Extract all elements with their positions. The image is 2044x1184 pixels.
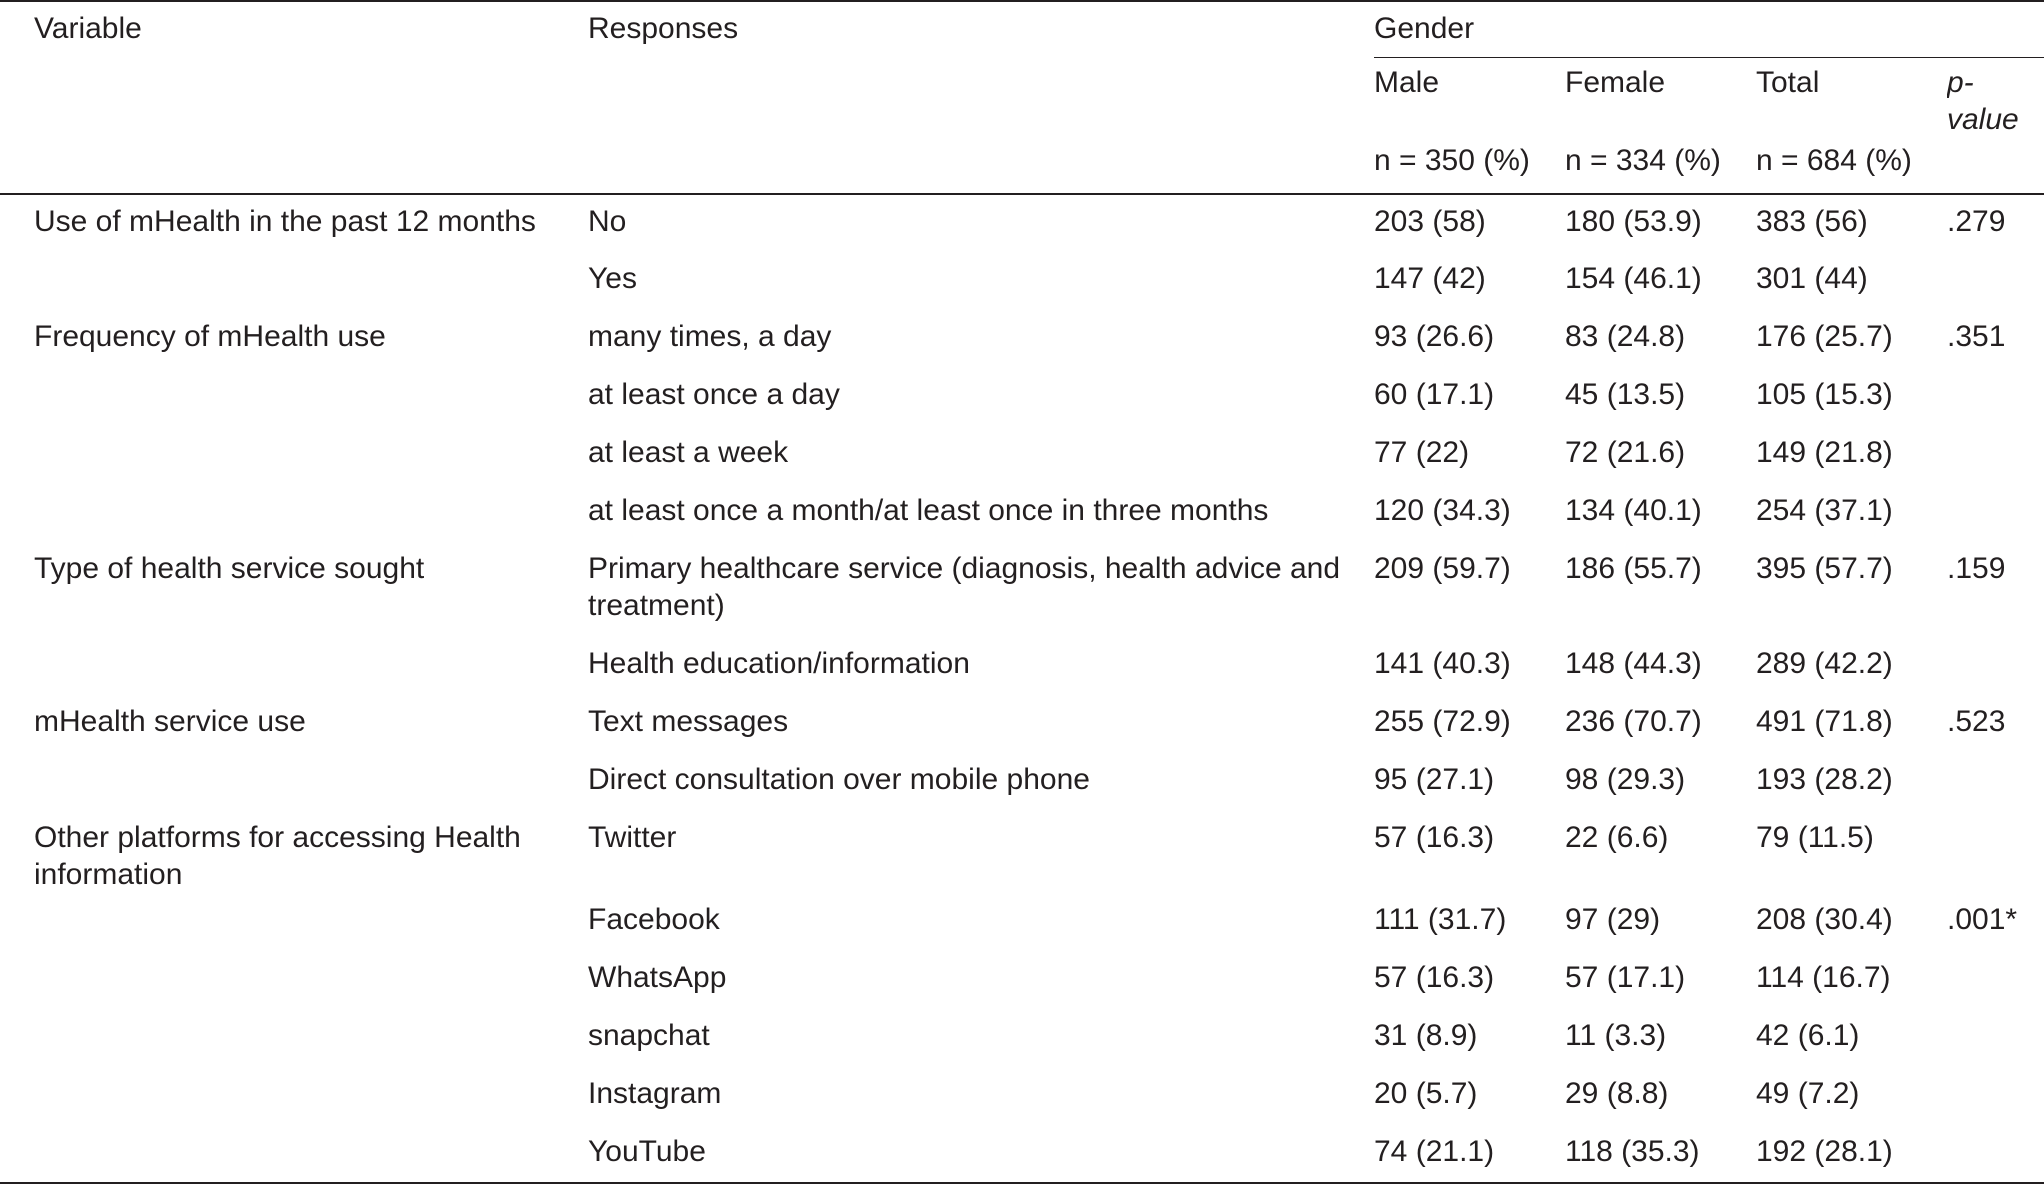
- cell-total: 193 (28.2): [1756, 763, 1893, 796]
- header-total: Total: [1756, 66, 1820, 99]
- cell-pvalue: .159: [1947, 552, 2006, 585]
- cell-pvalue: [1947, 426, 2044, 484]
- cell-pvalue: .279: [1947, 205, 2006, 238]
- cell-total: 383 (56): [1756, 205, 1868, 238]
- cell-variable: [0, 252, 588, 310]
- cell-male: 147 (42): [1374, 262, 1486, 295]
- cell-response: YouTube: [588, 1125, 1374, 1183]
- header-female: Female: [1565, 66, 1666, 99]
- cell-pvalue: [1947, 1009, 2044, 1067]
- cell-male: 203 (58): [1374, 205, 1486, 238]
- cell-male: 111 (31.7): [1374, 903, 1507, 936]
- cell-variable: [0, 1125, 588, 1183]
- cell-variable: [0, 637, 588, 695]
- cell-total: 254 (37.1): [1756, 494, 1893, 527]
- cell-response: at least once a day: [588, 378, 840, 411]
- cell-pvalue: [1947, 753, 2044, 811]
- cell-female: 97 (29): [1565, 903, 1661, 936]
- cell-total: 79 (11.5): [1756, 821, 1874, 854]
- cell-variable: [0, 753, 588, 811]
- table-row: [0, 811, 2044, 893]
- cell-male: 209 (59.7): [1374, 552, 1511, 585]
- cell-response: Direct consultation over mobile phone: [588, 763, 1090, 796]
- cell-variable: Other platforms for accessing Health information: [34, 821, 521, 891]
- table-row: [0, 484, 2044, 542]
- cell-total: 289 (42.2): [1756, 647, 1893, 680]
- cell-response: Health education/information: [588, 647, 970, 680]
- cell-variable: [0, 1009, 588, 1067]
- cell-male: 74 (21.1): [1374, 1125, 1565, 1183]
- header-responses: Responses: [588, 1, 1374, 58]
- cell-variable: [0, 426, 588, 484]
- cell-pvalue: .001*: [1947, 903, 2018, 936]
- cell-response: snapchat: [588, 1019, 710, 1052]
- cell-pvalue: [1947, 951, 2044, 1009]
- cell-male: 120 (34.3): [1374, 494, 1511, 527]
- header-row-1: [0, 1, 2044, 58]
- cell-pvalue: [1947, 1125, 2044, 1183]
- cell-female: 236 (70.7): [1565, 705, 1702, 738]
- cell-female: 72 (21.6): [1565, 436, 1686, 469]
- table-row: [0, 542, 2044, 637]
- cell-male: 57 (16.3): [1374, 821, 1495, 854]
- cell-pvalue: .351: [1947, 320, 2006, 353]
- cell-pvalue: [1947, 252, 2044, 310]
- cell-total: 42 (6.1): [1756, 1019, 1860, 1052]
- table-row: [0, 1009, 2044, 1067]
- table-row: [0, 1067, 2044, 1125]
- cell-total: 49 (7.2): [1756, 1077, 1860, 1110]
- cell-female: 118 (35.3): [1565, 1125, 1756, 1183]
- table-row: [0, 426, 2044, 484]
- cell-female: 22 (6.6): [1565, 821, 1669, 854]
- cell-pvalue: [1947, 484, 2044, 542]
- cell-total: 491 (71.8): [1756, 705, 1893, 738]
- table-row: [0, 637, 2044, 695]
- cell-variable: mHealth service use: [34, 705, 306, 738]
- header-row-3: [0, 138, 2044, 194]
- cell-variable: Type of health service sought: [34, 552, 425, 585]
- cell-total: 301 (44): [1756, 262, 1868, 295]
- header-n-female: n = 334 (%): [1565, 138, 1756, 194]
- cell-male: 60 (17.1): [1374, 378, 1495, 411]
- cell-pvalue: [1947, 368, 2044, 426]
- cell-male: 31 (8.9): [1374, 1019, 1478, 1052]
- cell-variable: Frequency of mHealth use: [34, 320, 386, 353]
- cell-male: 141 (40.3): [1374, 647, 1511, 680]
- cell-total: 208 (30.4): [1756, 903, 1893, 936]
- cell-variable: [0, 484, 588, 542]
- cell-female: 154 (46.1): [1565, 262, 1702, 295]
- cell-female: 83 (24.8): [1565, 320, 1686, 353]
- table-row: [0, 252, 2044, 310]
- cell-variable: [0, 1067, 588, 1125]
- cell-variable: [0, 368, 588, 426]
- cell-response: Primary healthcare service (diagnosis, health advice and treatment): [588, 552, 1341, 622]
- cell-female: 134 (40.1): [1565, 494, 1702, 527]
- table-row: [0, 1125, 2044, 1183]
- cell-female: 57 (17.1): [1565, 961, 1686, 994]
- cell-response: at least a week: [588, 436, 789, 469]
- cell-pvalue: [1947, 637, 2044, 695]
- header-n-total: n = 684 (%): [1756, 138, 1947, 194]
- cell-female: 11 (3.3): [1565, 1019, 1667, 1052]
- cell-female: 180 (53.9): [1565, 205, 1702, 238]
- header-row-2: [0, 58, 2044, 139]
- table-row: [0, 310, 2044, 368]
- cell-total: 176 (25.7): [1756, 320, 1893, 353]
- cell-total: 114 (16.7): [1756, 961, 1891, 994]
- cell-response: WhatsApp: [588, 961, 727, 994]
- cell-response: Yes: [588, 262, 637, 295]
- table-body: [0, 194, 2044, 1183]
- cell-variable: [0, 893, 588, 951]
- table-row: [0, 951, 2044, 1009]
- cell-male: 95 (27.1): [1374, 763, 1495, 796]
- cell-response: No: [588, 205, 627, 238]
- cell-female: 186 (55.7): [1565, 552, 1702, 585]
- header-pvalue: p-value: [1947, 66, 2019, 136]
- table-row: [0, 368, 2044, 426]
- cell-total: 105 (15.3): [1756, 378, 1893, 411]
- table-row: [0, 194, 2044, 252]
- cell-male: 93 (26.6): [1374, 320, 1495, 353]
- cell-pvalue: .523: [1947, 705, 2006, 738]
- cell-total: 395 (57.7): [1756, 552, 1893, 585]
- cell-response: at least once a month/at least once in three months: [588, 494, 1269, 527]
- cell-female: 29 (8.8): [1565, 1077, 1669, 1110]
- table-row: [0, 753, 2044, 811]
- table-row: [0, 695, 2044, 753]
- cell-total: 192 (28.1): [1756, 1125, 1947, 1183]
- cell-total: 149 (21.8): [1756, 436, 1893, 469]
- cell-variable: Use of mHealth in the past 12 months: [34, 205, 536, 238]
- header-variable: Variable: [0, 1, 588, 58]
- cell-male: 20 (5.7): [1374, 1077, 1478, 1110]
- cell-variable: [0, 951, 588, 1009]
- cell-response: many times, a day: [588, 320, 832, 353]
- header-n-male: n = 350 (%): [1374, 138, 1565, 194]
- cell-response: Text messages: [588, 705, 789, 738]
- cell-male: 57 (16.3): [1374, 961, 1495, 994]
- cell-female: 98 (29.3): [1565, 763, 1686, 796]
- cell-female: 45 (13.5): [1565, 378, 1686, 411]
- cell-response: Facebook: [588, 903, 720, 936]
- header-male: Male: [1374, 66, 1440, 99]
- header-gender: Gender: [1374, 1, 2044, 58]
- cell-male: 255 (72.9): [1374, 705, 1511, 738]
- table-row: [0, 893, 2044, 951]
- cell-response: Twitter: [588, 821, 677, 854]
- cell-response: Instagram: [588, 1077, 722, 1110]
- cell-pvalue: [1947, 811, 2044, 893]
- cell-male: 77 (22): [1374, 436, 1470, 469]
- cell-female: 148 (44.3): [1565, 647, 1702, 680]
- cell-pvalue: [1947, 1067, 2044, 1125]
